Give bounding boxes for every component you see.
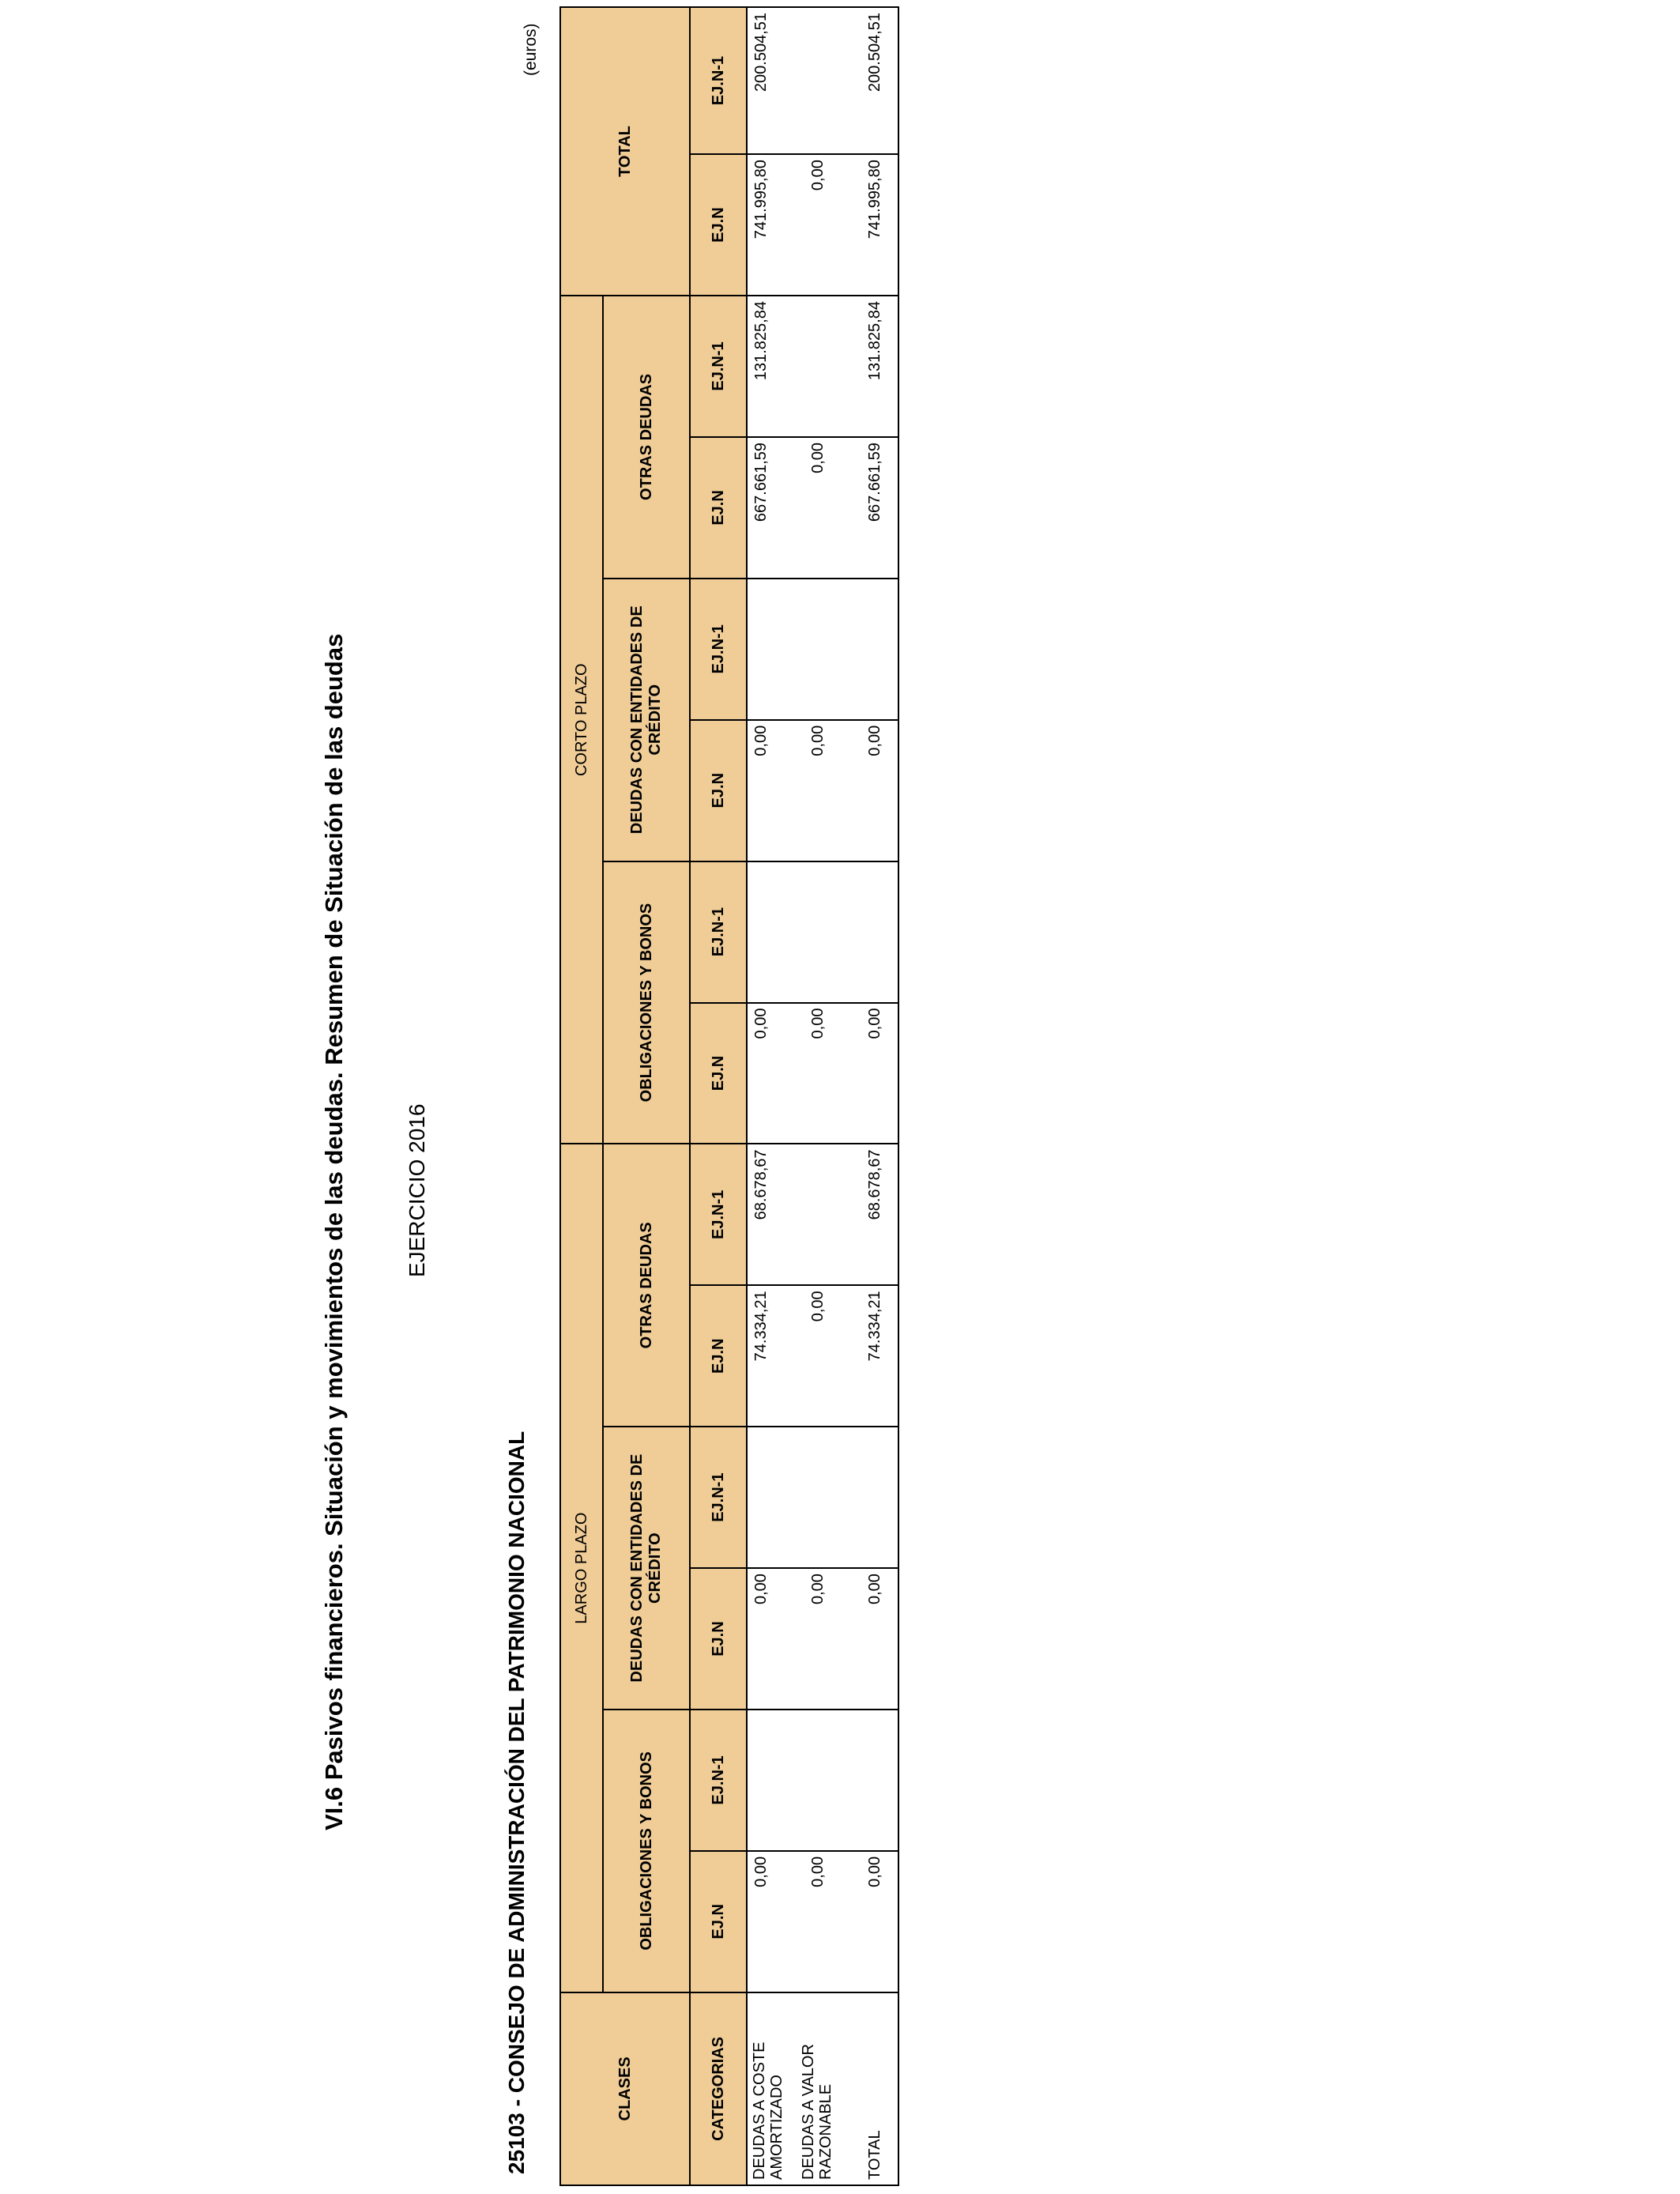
table-body-row bbox=[747, 7, 898, 2185]
value: 0,00 bbox=[809, 1856, 827, 1887]
value: 667.661,59 bbox=[866, 442, 883, 522]
corto-plazo-header: CORTO PLAZO bbox=[560, 296, 603, 1144]
col-ejn1: EJ.N-1 bbox=[690, 1427, 747, 1568]
value: 0,00 bbox=[866, 725, 883, 756]
value-cell bbox=[747, 1568, 898, 1710]
value: 0,00 bbox=[752, 725, 770, 756]
col-ejn: EJ.N bbox=[690, 1285, 747, 1427]
entity-name: 25103 - CONSEJO DE ADMINISTRACIÓN DEL PATRIMONIO NACIONAL bbox=[504, 1431, 529, 2174]
col-ejn: EJ.N bbox=[690, 1003, 747, 1144]
value-cell bbox=[747, 7, 898, 154]
value: 0,00 bbox=[866, 1574, 883, 1605]
value-cell bbox=[747, 296, 898, 437]
col-ejn: EJ.N bbox=[690, 1851, 747, 1992]
value: 0,00 bbox=[809, 1574, 827, 1605]
category-label: DEUDAS A VALOR RAZONABLE bbox=[800, 2044, 834, 2180]
debt-summary-table bbox=[559, 6, 899, 2186]
lp-entidades-header: DEUDAS CON ENTIDADES DE CRÉDITO bbox=[603, 1427, 690, 1710]
value-cell bbox=[747, 1144, 898, 1285]
col-ejn: EJ.N bbox=[690, 1568, 747, 1710]
cp-entidades-header: DEUDAS CON ENTIDADES DE CRÉDITO bbox=[603, 579, 690, 861]
value: 131.825,84 bbox=[866, 301, 883, 381]
value: 0,00 bbox=[866, 1856, 883, 1887]
clases-header: CLASES bbox=[560, 1992, 690, 2185]
category-label: DEUDAS A COSTE AMORTIZADO bbox=[751, 2041, 785, 2180]
col-ejn: EJ.N bbox=[690, 154, 747, 296]
value-cell bbox=[747, 437, 898, 579]
col-ejn1: EJ.N-1 bbox=[690, 296, 747, 437]
value: 0,00 bbox=[809, 1291, 827, 1322]
value-cell bbox=[747, 1710, 898, 1851]
col-ejn1: EJ.N-1 bbox=[690, 579, 747, 720]
total-header: TOTAL bbox=[560, 7, 690, 296]
value-cell bbox=[747, 1427, 898, 1568]
largo-plazo-header: LARGO PLAZO bbox=[560, 1144, 603, 1992]
value-cell bbox=[747, 720, 898, 861]
col-ejn1: EJ.N-1 bbox=[690, 1710, 747, 1851]
value-cell bbox=[747, 861, 898, 1003]
col-ejn1: EJ.N-1 bbox=[690, 7, 747, 154]
category-label: TOTAL bbox=[866, 2130, 883, 2180]
value: 68.678,67 bbox=[866, 1149, 883, 1220]
col-ejn: EJ.N bbox=[690, 720, 747, 861]
value-cell bbox=[747, 154, 898, 296]
value: 741.995,80 bbox=[752, 160, 770, 239]
value-cell bbox=[747, 579, 898, 720]
value: 68.678,67 bbox=[752, 1149, 770, 1220]
value: 131.825,84 bbox=[752, 301, 770, 381]
value: 0,00 bbox=[809, 442, 827, 473]
value: 0,00 bbox=[809, 160, 827, 191]
fiscal-year: EJERCICIO 2016 bbox=[405, 1103, 429, 1277]
value: 0,00 bbox=[752, 1574, 770, 1605]
value: 74.334,21 bbox=[752, 1291, 770, 1362]
categorias-header: CATEGORIAS bbox=[690, 1992, 747, 2185]
value: 741.995,80 bbox=[866, 160, 883, 239]
page-title: VI.6 Pasivos financieros. Situación y movimientos de las deudas. Resumen de Situación de las deudas bbox=[320, 633, 348, 1830]
value: 200.504,51 bbox=[866, 13, 883, 92]
value: 0,00 bbox=[752, 1856, 770, 1887]
value: 667.661,59 bbox=[752, 442, 770, 522]
value-cell bbox=[747, 1285, 898, 1427]
categories-cell bbox=[747, 1992, 898, 2185]
lp-oblig-header: OBLIGACIONES Y BONOS bbox=[603, 1710, 690, 1992]
value: 0,00 bbox=[809, 1008, 827, 1039]
cp-otras-header: OTRAS DEUDAS bbox=[603, 296, 690, 579]
cp-oblig-header: OBLIGACIONES Y BONOS bbox=[603, 861, 690, 1144]
value: 200.504,51 bbox=[752, 13, 770, 92]
value-cell bbox=[747, 1003, 898, 1144]
col-ejn1: EJ.N-1 bbox=[690, 1144, 747, 1285]
value-cell bbox=[747, 1851, 898, 1992]
col-ejn: EJ.N bbox=[690, 437, 747, 579]
value: 0,00 bbox=[866, 1008, 883, 1039]
lp-otras-header: OTRAS DEUDAS bbox=[603, 1144, 690, 1427]
value: 74.334,21 bbox=[866, 1291, 883, 1362]
value: 0,00 bbox=[809, 725, 827, 756]
value: 0,00 bbox=[752, 1008, 770, 1039]
units-label: (euros) bbox=[522, 23, 540, 76]
col-ejn1: EJ.N-1 bbox=[690, 861, 747, 1003]
